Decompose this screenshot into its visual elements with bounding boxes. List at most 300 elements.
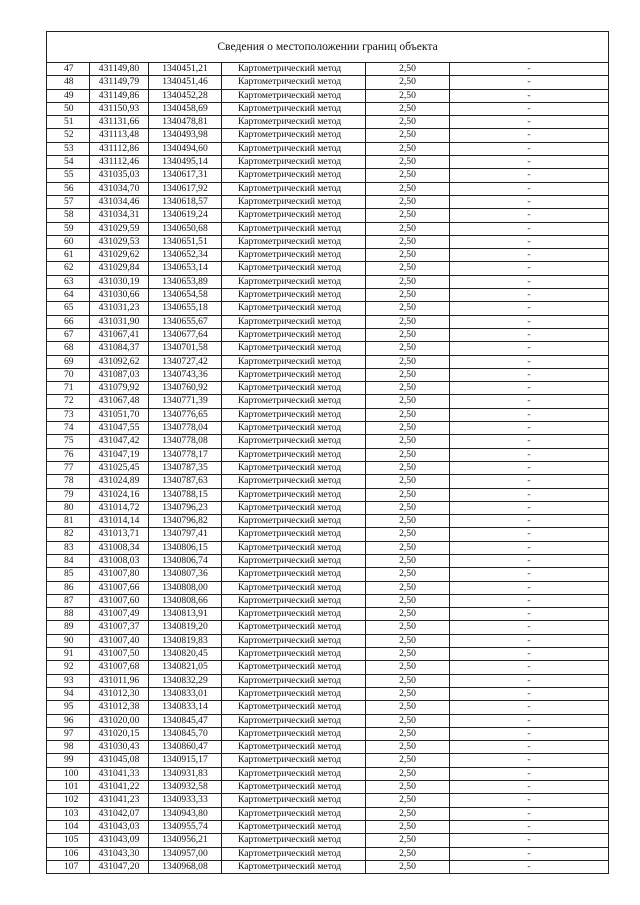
point-number-cell: 92 [47, 661, 90, 674]
accuracy-cell: 2,50 [366, 89, 450, 102]
accuracy-cell: 2,50 [366, 661, 450, 674]
accuracy-cell: 2,50 [366, 794, 450, 807]
coord-x-cell: 431007,40 [90, 634, 149, 647]
coord-y-cell: 1340956,21 [149, 834, 222, 847]
accuracy-cell: 2,50 [366, 342, 450, 355]
coord-x-cell: 431020,00 [90, 714, 149, 727]
accuracy-cell: 2,50 [366, 422, 450, 435]
point-number-cell: 60 [47, 235, 90, 248]
method-cell: Картометрический метод [222, 76, 366, 89]
method-cell: Картометрический метод [222, 422, 366, 435]
description-cell: - [450, 116, 609, 129]
coord-x-cell: 431012,30 [90, 687, 149, 700]
description-cell: - [450, 156, 609, 169]
coord-y-cell: 1340845,70 [149, 727, 222, 740]
coord-y-cell: 1340796,82 [149, 515, 222, 528]
coord-y-cell: 1340796,23 [149, 501, 222, 514]
coord-y-cell: 1340819,83 [149, 634, 222, 647]
table-row [47, 608, 609, 621]
coord-x-cell: 431131,66 [90, 116, 149, 129]
method-cell: Картометрический метод [222, 315, 366, 328]
description-cell: - [450, 222, 609, 235]
accuracy-cell: 2,50 [366, 368, 450, 381]
description-cell: - [450, 634, 609, 647]
point-number-cell: 79 [47, 488, 90, 501]
point-number-cell: 49 [47, 89, 90, 102]
point-number-cell: 106 [47, 847, 90, 860]
table-row [47, 515, 609, 528]
method-cell: Картометрический метод [222, 448, 366, 461]
point-number-cell: 81 [47, 515, 90, 528]
coord-y-cell: 1340451,21 [149, 63, 222, 76]
accuracy-cell: 2,50 [366, 807, 450, 820]
table-row [47, 634, 609, 647]
table-row [47, 422, 609, 435]
coord-y-cell: 1340478,81 [149, 116, 222, 129]
coord-x-cell: 431007,37 [90, 621, 149, 634]
method-cell: Картометрический метод [222, 807, 366, 820]
point-number-cell: 89 [47, 621, 90, 634]
table-row [47, 435, 609, 448]
accuracy-cell: 2,50 [366, 621, 450, 634]
coord-y-cell: 1340931,83 [149, 767, 222, 780]
point-number-cell: 62 [47, 262, 90, 275]
method-cell: Картометрический метод [222, 116, 366, 129]
table-row [47, 847, 609, 860]
method-cell: Картометрический метод [222, 594, 366, 607]
method-cell: Картометрический метод [222, 781, 366, 794]
accuracy-cell: 2,50 [366, 116, 450, 129]
coord-y-cell: 1340957,00 [149, 847, 222, 860]
table-row [47, 182, 609, 195]
point-number-cell: 93 [47, 674, 90, 687]
coord-y-cell: 1340727,42 [149, 355, 222, 368]
description-cell: - [450, 515, 609, 528]
coord-y-cell: 1340833,01 [149, 687, 222, 700]
table-row [47, 368, 609, 381]
accuracy-cell: 2,50 [366, 355, 450, 368]
coord-x-cell: 431030,43 [90, 741, 149, 754]
accuracy-cell: 2,50 [366, 648, 450, 661]
coord-y-cell: 1340955,74 [149, 820, 222, 833]
coord-x-cell: 431150,93 [90, 102, 149, 115]
coord-y-cell: 1340617,92 [149, 182, 222, 195]
table-row [47, 568, 609, 581]
point-number-cell: 101 [47, 781, 90, 794]
method-cell: Картометрический метод [222, 235, 366, 248]
description-cell: - [450, 209, 609, 222]
method-cell: Картометрический метод [222, 475, 366, 488]
coord-x-cell: 431014,14 [90, 515, 149, 528]
coord-x-cell: 431041,33 [90, 767, 149, 780]
description-cell: - [450, 501, 609, 514]
description-cell: - [450, 355, 609, 368]
description-cell: - [450, 435, 609, 448]
coord-x-cell: 431007,49 [90, 608, 149, 621]
description-cell: - [450, 275, 609, 288]
table-row [47, 461, 609, 474]
method-cell: Картометрический метод [222, 754, 366, 767]
point-number-cell: 87 [47, 594, 90, 607]
coord-y-cell: 1340968,08 [149, 860, 222, 873]
description-cell: - [450, 781, 609, 794]
coord-x-cell: 431013,71 [90, 528, 149, 541]
point-number-cell: 74 [47, 422, 90, 435]
coord-y-cell: 1340778,17 [149, 448, 222, 461]
coord-y-cell: 1340778,08 [149, 435, 222, 448]
coord-y-cell: 1340650,68 [149, 222, 222, 235]
coord-x-cell: 431047,55 [90, 422, 149, 435]
coord-y-cell: 1340813,91 [149, 608, 222, 621]
coord-y-cell: 1340452,28 [149, 89, 222, 102]
point-number-cell: 80 [47, 501, 90, 514]
description-cell: - [450, 422, 609, 435]
coord-y-cell: 1340787,35 [149, 461, 222, 474]
coord-y-cell: 1340655,67 [149, 315, 222, 328]
coord-y-cell: 1340806,74 [149, 554, 222, 567]
point-number-cell: 82 [47, 528, 90, 541]
description-cell: - [450, 568, 609, 581]
coord-x-cell: 431034,31 [90, 209, 149, 222]
coord-y-cell: 1340860,47 [149, 741, 222, 754]
table-row [47, 129, 609, 142]
point-number-cell: 98 [47, 741, 90, 754]
description-cell: - [450, 249, 609, 262]
table-row [47, 302, 609, 315]
coord-x-cell: 431092,62 [90, 355, 149, 368]
method-cell: Картометрический метод [222, 222, 366, 235]
description-cell: - [450, 262, 609, 275]
coord-x-cell: 431043,09 [90, 834, 149, 847]
table-row [47, 767, 609, 780]
table-row [47, 621, 609, 634]
description-cell: - [450, 581, 609, 594]
coord-x-cell: 431007,80 [90, 568, 149, 581]
coord-y-cell: 1340653,89 [149, 275, 222, 288]
coord-y-cell: 1340787,63 [149, 475, 222, 488]
coord-y-cell: 1340617,31 [149, 169, 222, 182]
description-cell: - [450, 834, 609, 847]
table-row [47, 102, 609, 115]
method-cell: Картометрический метод [222, 435, 366, 448]
method-cell: Картометрический метод [222, 767, 366, 780]
coord-y-cell: 1340677,64 [149, 328, 222, 341]
description-cell: - [450, 701, 609, 714]
coord-y-cell: 1340494,60 [149, 142, 222, 155]
method-cell: Картометрический метод [222, 102, 366, 115]
coord-x-cell: 431047,20 [90, 860, 149, 873]
accuracy-cell: 2,50 [366, 754, 450, 767]
table-row [47, 289, 609, 302]
coord-x-cell: 431043,03 [90, 820, 149, 833]
description-cell: - [450, 382, 609, 395]
point-number-cell: 102 [47, 794, 90, 807]
table-row [47, 501, 609, 514]
method-cell: Картометрический метод [222, 156, 366, 169]
coord-x-cell: 431112,86 [90, 142, 149, 155]
coord-y-cell: 1340845,47 [149, 714, 222, 727]
coord-y-cell: 1340651,51 [149, 235, 222, 248]
coord-y-cell: 1340495,14 [149, 156, 222, 169]
coord-y-cell: 1340760,92 [149, 382, 222, 395]
table-row [47, 249, 609, 262]
accuracy-cell: 2,50 [366, 714, 450, 727]
accuracy-cell: 2,50 [366, 834, 450, 847]
coord-x-cell: 431067,41 [90, 328, 149, 341]
coord-x-cell: 431042,07 [90, 807, 149, 820]
description-cell: - [450, 76, 609, 89]
boundary-info-sheet [46, 31, 608, 874]
description-cell: - [450, 195, 609, 208]
table-title: Сведения о местоположении границ объекта [47, 32, 609, 63]
table-row [47, 156, 609, 169]
coord-x-cell: 431149,80 [90, 63, 149, 76]
method-cell: Картометрический метод [222, 608, 366, 621]
coord-x-cell: 431007,66 [90, 581, 149, 594]
table-row [47, 834, 609, 847]
point-number-cell: 107 [47, 860, 90, 873]
method-cell: Картометрический метод [222, 568, 366, 581]
coord-x-cell: 431079,92 [90, 382, 149, 395]
table-row [47, 408, 609, 421]
coord-y-cell: 1340821,05 [149, 661, 222, 674]
point-number-cell: 55 [47, 169, 90, 182]
coord-y-cell: 1340788,15 [149, 488, 222, 501]
coord-x-cell: 431047,42 [90, 435, 149, 448]
accuracy-cell: 2,50 [366, 608, 450, 621]
coord-x-cell: 431041,22 [90, 781, 149, 794]
coord-x-cell: 431084,37 [90, 342, 149, 355]
accuracy-cell: 2,50 [366, 129, 450, 142]
coord-y-cell: 1340701,58 [149, 342, 222, 355]
accuracy-cell: 2,50 [366, 727, 450, 740]
point-number-cell: 52 [47, 129, 90, 142]
accuracy-cell: 2,50 [366, 182, 450, 195]
description-cell: - [450, 461, 609, 474]
method-cell: Картометрический метод [222, 661, 366, 674]
point-number-cell: 72 [47, 395, 90, 408]
method-cell: Картометрический метод [222, 63, 366, 76]
coord-y-cell: 1340458,69 [149, 102, 222, 115]
method-cell: Картометрический метод [222, 488, 366, 501]
accuracy-cell: 2,50 [366, 461, 450, 474]
table-row [47, 235, 609, 248]
point-number-cell: 47 [47, 63, 90, 76]
point-number-cell: 66 [47, 315, 90, 328]
point-number-cell: 57 [47, 195, 90, 208]
coord-y-cell: 1340771,39 [149, 395, 222, 408]
description-cell: - [450, 142, 609, 155]
description-cell: - [450, 541, 609, 554]
method-cell: Картометрический метод [222, 182, 366, 195]
coord-y-cell: 1340797,41 [149, 528, 222, 541]
coord-x-cell: 431051,70 [90, 408, 149, 421]
description-cell: - [450, 608, 609, 621]
point-number-cell: 58 [47, 209, 90, 222]
table-row [47, 528, 609, 541]
description-cell: - [450, 475, 609, 488]
description-cell: - [450, 315, 609, 328]
table-row [47, 382, 609, 395]
coord-x-cell: 431007,50 [90, 648, 149, 661]
method-cell: Картометрический метод [222, 501, 366, 514]
coord-y-cell: 1340451,46 [149, 76, 222, 89]
method-cell: Картометрический метод [222, 554, 366, 567]
coord-x-cell: 431041,23 [90, 794, 149, 807]
point-number-cell: 77 [47, 461, 90, 474]
method-cell: Картометрический метод [222, 621, 366, 634]
method-cell: Картометрический метод [222, 541, 366, 554]
point-number-cell: 103 [47, 807, 90, 820]
point-number-cell: 84 [47, 554, 90, 567]
accuracy-cell: 2,50 [366, 142, 450, 155]
coord-y-cell: 1340808,00 [149, 581, 222, 594]
table-row [47, 63, 609, 76]
point-number-cell: 88 [47, 608, 90, 621]
point-number-cell: 70 [47, 368, 90, 381]
table-row [47, 687, 609, 700]
table-row [47, 860, 609, 873]
coord-x-cell: 431025,45 [90, 461, 149, 474]
table-row [47, 541, 609, 554]
method-cell: Картометрический метод [222, 674, 366, 687]
method-cell: Картометрический метод [222, 249, 366, 262]
table-row [47, 475, 609, 488]
coord-x-cell: 431113,48 [90, 129, 149, 142]
accuracy-cell: 2,50 [366, 847, 450, 860]
coord-y-cell: 1340808,66 [149, 594, 222, 607]
coord-x-cell: 431149,79 [90, 76, 149, 89]
description-cell: - [450, 235, 609, 248]
table-row [47, 741, 609, 754]
coord-y-cell: 1340618,57 [149, 195, 222, 208]
accuracy-cell: 2,50 [366, 448, 450, 461]
point-number-cell: 95 [47, 701, 90, 714]
description-cell: - [450, 328, 609, 341]
coord-x-cell: 431045,08 [90, 754, 149, 767]
description-cell: - [450, 395, 609, 408]
description-cell: - [450, 807, 609, 820]
point-number-cell: 73 [47, 408, 90, 421]
accuracy-cell: 2,50 [366, 328, 450, 341]
table-row [47, 674, 609, 687]
description-cell: - [450, 182, 609, 195]
accuracy-cell: 2,50 [366, 222, 450, 235]
method-cell: Картометрический метод [222, 701, 366, 714]
coord-y-cell: 1340933,33 [149, 794, 222, 807]
coord-x-cell: 431029,53 [90, 235, 149, 248]
coord-x-cell: 431024,89 [90, 475, 149, 488]
coord-x-cell: 431024,16 [90, 488, 149, 501]
point-number-cell: 51 [47, 116, 90, 129]
description-cell: - [450, 741, 609, 754]
table-row [47, 209, 609, 222]
coord-y-cell: 1340654,58 [149, 289, 222, 302]
table-row [47, 195, 609, 208]
coord-x-cell: 431007,68 [90, 661, 149, 674]
description-cell: - [450, 408, 609, 421]
table-row [47, 275, 609, 288]
coord-y-cell: 1340943,80 [149, 807, 222, 820]
point-number-cell: 105 [47, 834, 90, 847]
method-cell: Картометрический метод [222, 515, 366, 528]
description-cell: - [450, 754, 609, 767]
coord-x-cell: 431007,60 [90, 594, 149, 607]
table-row [47, 89, 609, 102]
method-cell: Картометрический метод [222, 461, 366, 474]
point-number-cell: 104 [47, 820, 90, 833]
point-number-cell: 65 [47, 302, 90, 315]
description-cell: - [450, 714, 609, 727]
point-number-cell: 83 [47, 541, 90, 554]
coord-x-cell: 431087,03 [90, 368, 149, 381]
description-cell: - [450, 860, 609, 873]
accuracy-cell: 2,50 [366, 488, 450, 501]
accuracy-cell: 2,50 [366, 860, 450, 873]
coord-y-cell: 1340807,36 [149, 568, 222, 581]
method-cell: Картометрический метод [222, 714, 366, 727]
accuracy-cell: 2,50 [366, 249, 450, 262]
table-row [47, 116, 609, 129]
point-number-cell: 64 [47, 289, 90, 302]
method-cell: Картометрический метод [222, 648, 366, 661]
method-cell: Картометрический метод [222, 794, 366, 807]
point-number-cell: 96 [47, 714, 90, 727]
coord-x-cell: 431011,96 [90, 674, 149, 687]
coord-x-cell: 431008,34 [90, 541, 149, 554]
accuracy-cell: 2,50 [366, 275, 450, 288]
point-number-cell: 90 [47, 634, 90, 647]
table-row [47, 594, 609, 607]
accuracy-cell: 2,50 [366, 315, 450, 328]
table-row [47, 76, 609, 89]
table-row [47, 701, 609, 714]
accuracy-cell: 2,50 [366, 634, 450, 647]
point-number-cell: 59 [47, 222, 90, 235]
table-row [47, 262, 609, 275]
description-cell: - [450, 89, 609, 102]
accuracy-cell: 2,50 [366, 687, 450, 700]
table-row [47, 342, 609, 355]
coord-x-cell: 431047,19 [90, 448, 149, 461]
point-number-cell: 48 [47, 76, 90, 89]
description-cell: - [450, 528, 609, 541]
table-row [47, 794, 609, 807]
accuracy-cell: 2,50 [366, 395, 450, 408]
accuracy-cell: 2,50 [366, 781, 450, 794]
method-cell: Картометрический метод [222, 209, 366, 222]
table-row [47, 328, 609, 341]
table-row [47, 781, 609, 794]
point-number-cell: 67 [47, 328, 90, 341]
point-number-cell: 53 [47, 142, 90, 155]
method-cell: Картометрический метод [222, 834, 366, 847]
description-cell: - [450, 727, 609, 740]
coord-x-cell: 431029,59 [90, 222, 149, 235]
table-row [47, 661, 609, 674]
description-cell: - [450, 661, 609, 674]
description-cell: - [450, 767, 609, 780]
description-cell: - [450, 368, 609, 381]
accuracy-cell: 2,50 [366, 820, 450, 833]
table-row [47, 581, 609, 594]
coord-y-cell: 1340778,04 [149, 422, 222, 435]
accuracy-cell: 2,50 [366, 674, 450, 687]
table-row [47, 754, 609, 767]
accuracy-cell: 2,50 [366, 435, 450, 448]
table-row [47, 142, 609, 155]
description-cell: - [450, 621, 609, 634]
